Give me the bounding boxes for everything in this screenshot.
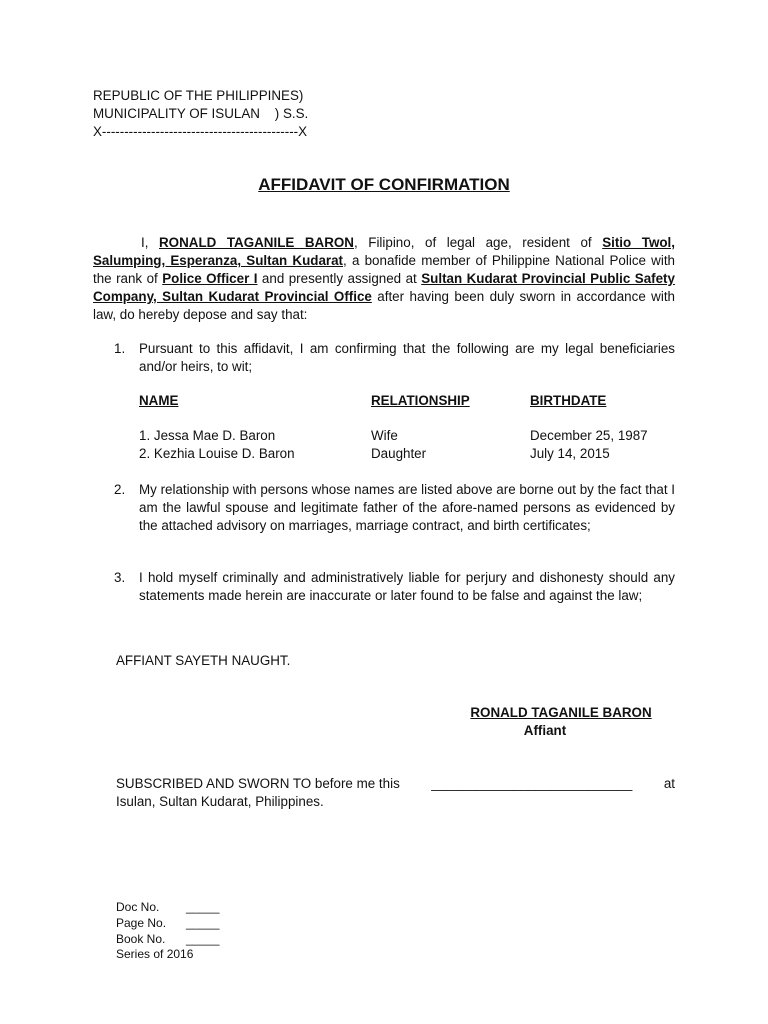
beneficiary-birthdate: July 14, 2015: [530, 446, 610, 461]
numbered-item-3: [114, 569, 675, 605]
document-title: AFFIDAVIT OF CONFIRMATION: [258, 175, 510, 194]
page-no-row: [116, 915, 220, 931]
header-separator: X--------------------------------------------X: [93, 124, 308, 139]
header-republic: REPUBLIC OF THE PHILIPPINES): [93, 88, 304, 103]
signature-role: Affiant: [523, 723, 567, 738]
page-no-blank: _____: [186, 916, 220, 930]
numbered-item-2: [114, 481, 675, 535]
beneficiary-name: 2. Kezhia Louise D. Baron: [139, 446, 295, 461]
book-no-blank: _____: [186, 932, 220, 946]
book-no-row: [116, 931, 220, 947]
intro-text-2: , Filipino, of legal age, resident of: [353, 235, 603, 250]
item-number: 2.: [114, 482, 126, 497]
doc-no-blank: _____: [186, 900, 220, 914]
numbered-item-1: [114, 340, 675, 376]
assignment-office: Sultan Kudarat Provincial Public Safety Company, Sultan Kudarat Provincial Office: [93, 271, 675, 304]
header-municipality: MUNICIPALITY OF ISULAN ) S.S.: [93, 106, 309, 121]
beneficiary-relationship: Daughter: [371, 446, 427, 461]
jurat-line-2: Isulan, Sultan Kudarat, Philippines.: [116, 794, 324, 809]
intro-text-4: and presently assigned at: [257, 271, 422, 286]
jurat-line-1: [116, 775, 675, 793]
residence-address: Sitio Twol, Salumping, Esperanza, Sultan Kudarat: [93, 235, 675, 268]
intro-text-1: I,: [141, 235, 160, 250]
book-no-label: Book No.: [116, 932, 166, 946]
beneficiary-birthdate: December 25, 1987: [530, 428, 648, 443]
intro-paragraph: [93, 234, 675, 324]
jurat-at: at: [663, 776, 675, 791]
jurat-text: SUBSCRIBED AND SWORN TO before me this: [116, 776, 400, 791]
table-header-relationship: RELATIONSHIP: [371, 393, 470, 408]
item-text: Pursuant to this affidavit, I am confirming that the following are my legal beneficiaries and/or heirs, to wit;: [139, 341, 675, 374]
item-text: My relationship with persons whose names are listed above are borne out by the fact that I am the lawful spouse and legitimate father of the afore-named persons as evidenced by the attached advisory on marriages, marriage contract, and birth certificates;: [139, 482, 675, 533]
item-number: 1.: [114, 341, 126, 356]
signature-name: RONALD TAGANILE BARON: [470, 705, 652, 720]
jurat-date-blank: ___________________________: [431, 776, 633, 791]
series-label: Series of 2016: [116, 947, 194, 961]
beneficiary-name: 1. Jessa Mae D. Baron: [139, 428, 276, 443]
table-header-name: NAME: [139, 393, 179, 408]
intro-text-5: after having been duly sworn in accordance with law, do hereby depose and say that:: [93, 289, 675, 322]
doc-no-label: Doc No.: [116, 900, 160, 914]
table-header-birthdate: BIRTHDATE: [530, 393, 607, 408]
page-no-label: Page No.: [116, 916, 167, 930]
item-number: 3.: [114, 570, 126, 585]
affiant-name-inline: RONALD TAGANILE BARON: [159, 235, 354, 250]
intro-text-3: , a bonafide member of Philippine National Police with the rank of: [93, 253, 675, 286]
beneficiary-relationship: Wife: [371, 428, 398, 443]
closing-statement: AFFIANT SAYETH NAUGHT.: [116, 653, 291, 668]
doc-no-row: [116, 899, 220, 915]
officer-rank: Police Officer I: [162, 271, 258, 286]
item-text: I hold myself criminally and administratively liable for perjury and dishonesty should any statements made herein are inaccurate or later found to be false and against the law;: [139, 570, 675, 603]
